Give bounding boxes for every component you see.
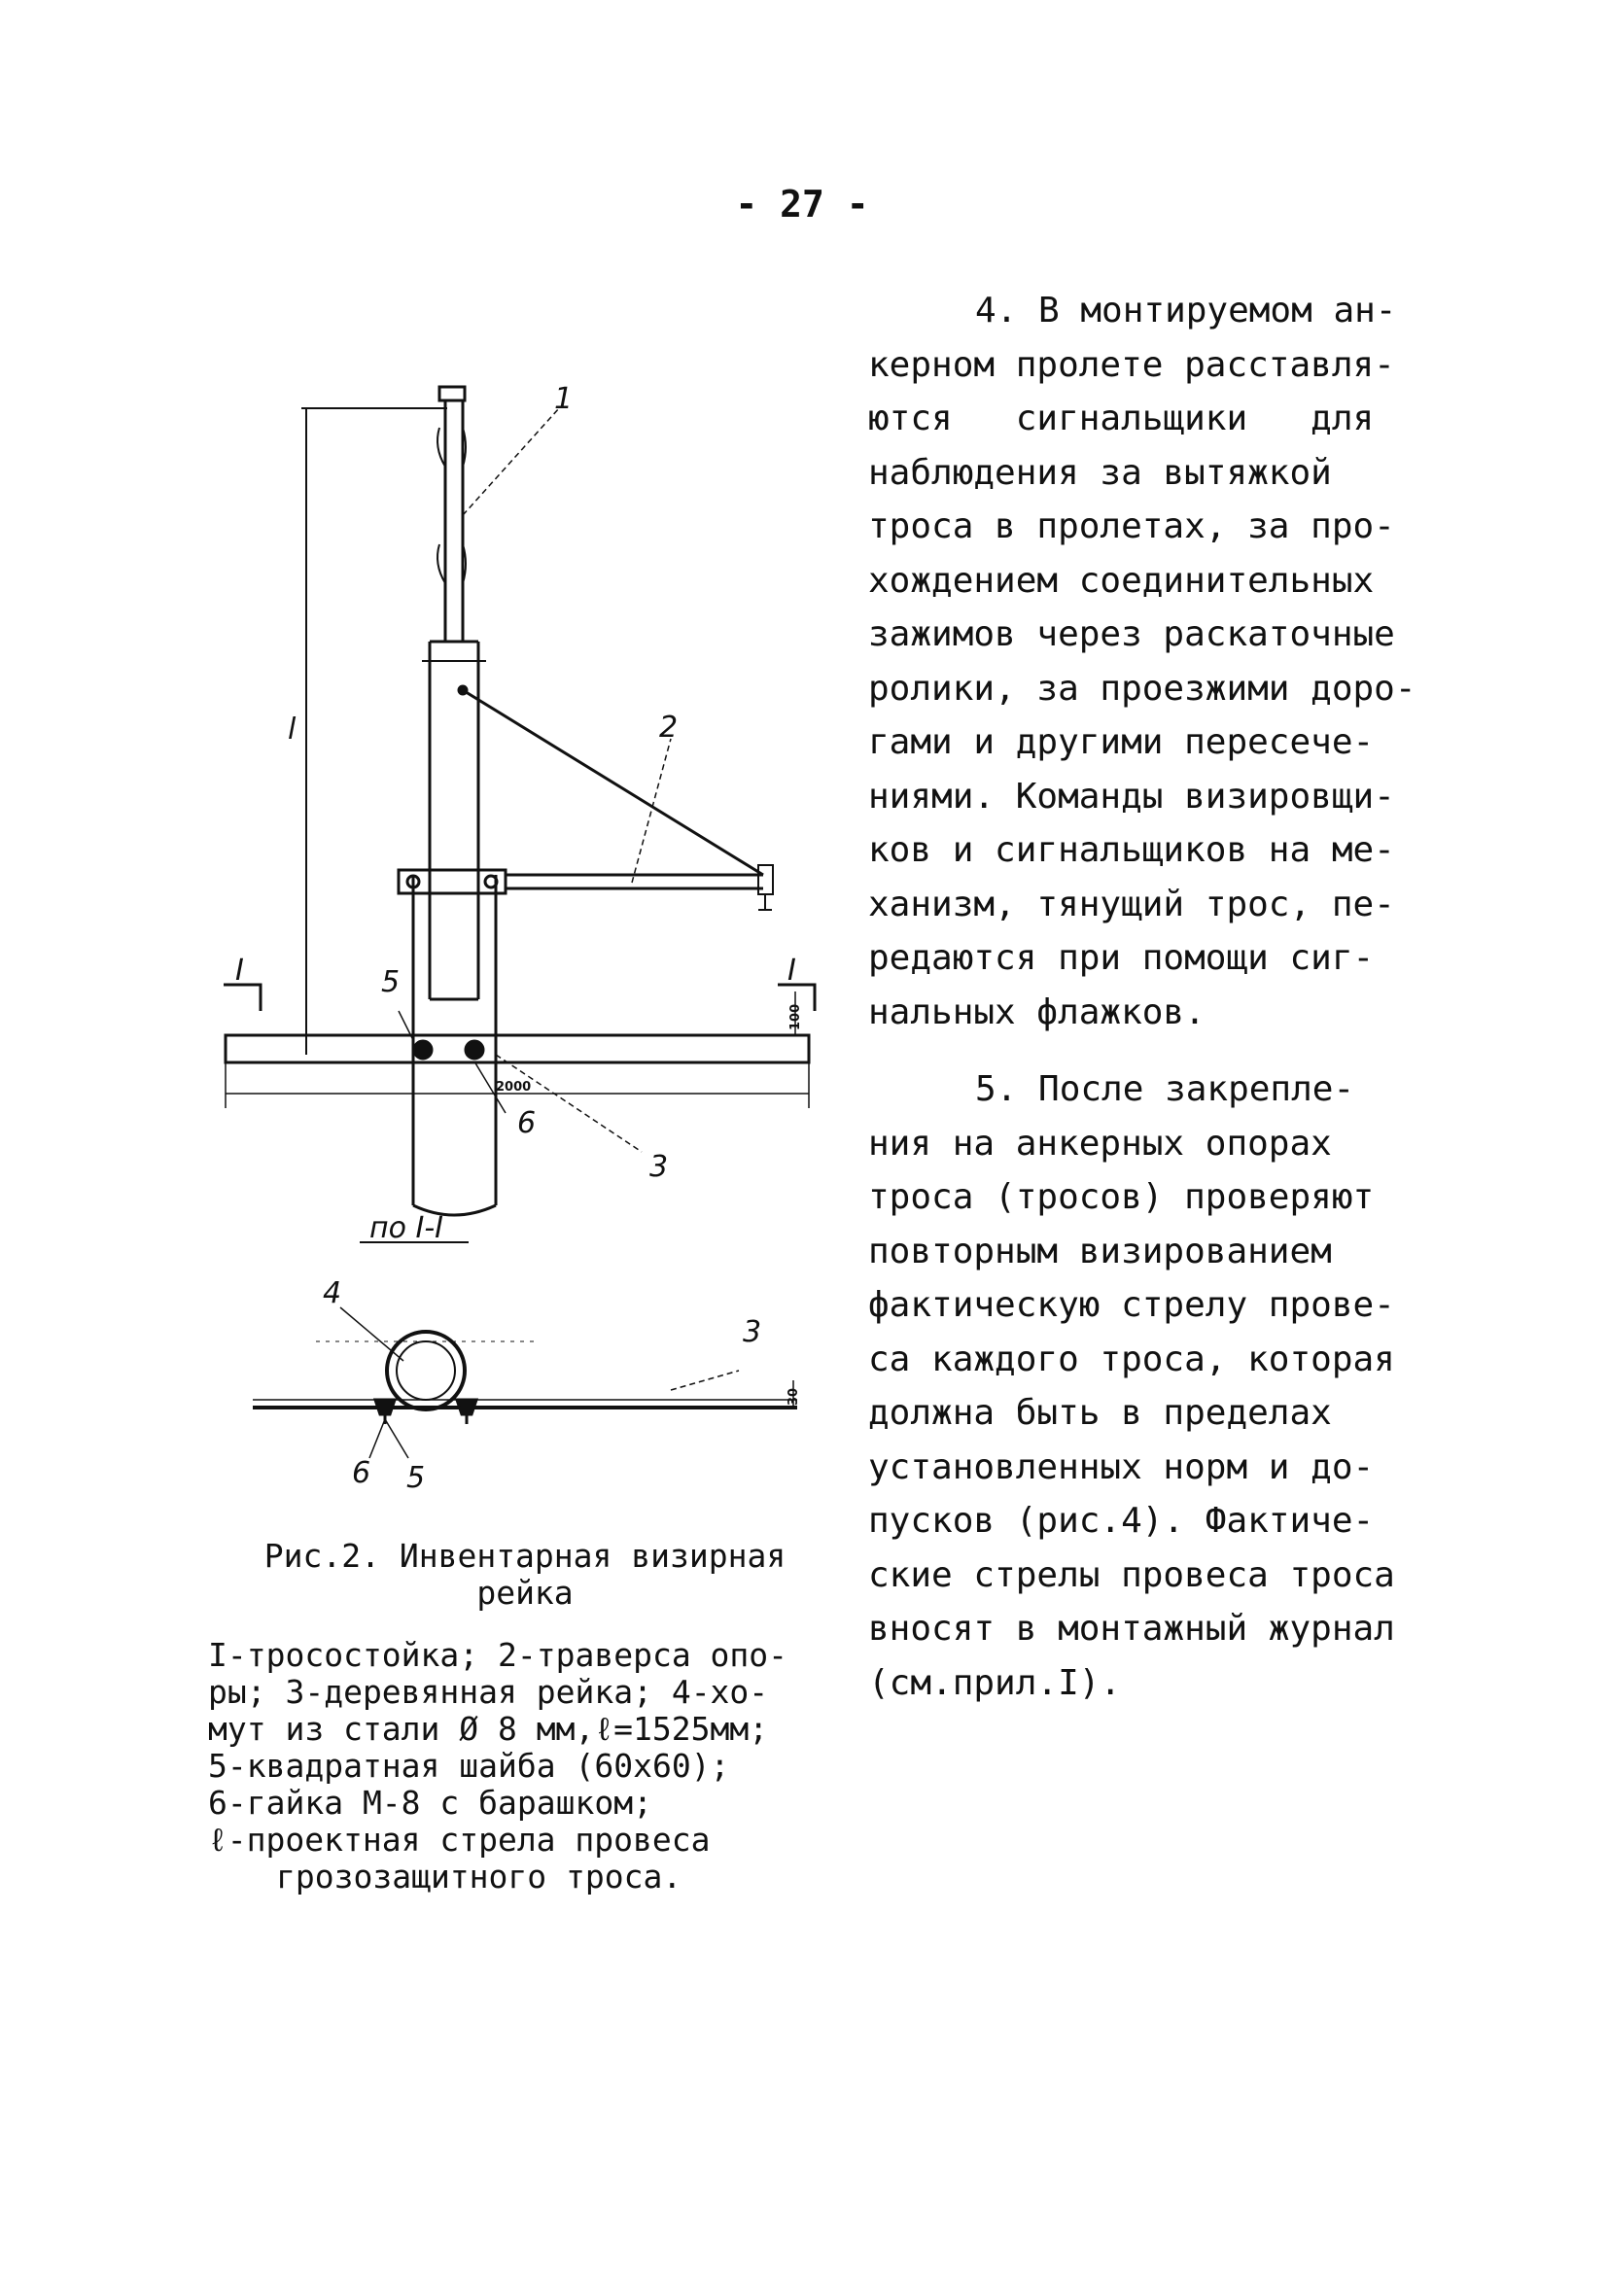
label-2: 2 — [659, 711, 679, 745]
washer-5 — [414, 1041, 432, 1059]
text-line: вносят в монтажный журнал — [868, 1609, 1395, 1649]
section-pole-outer — [387, 1332, 465, 1409]
section-mark-left — [224, 985, 261, 1011]
figure-legend — [208, 1637, 869, 1896]
caption-line: Рис.2. Инвентарная визирная — [263, 1537, 787, 1575]
section-label-4: 4 — [323, 1276, 342, 1310]
label-6: 6 — [517, 1106, 537, 1140]
text-line: зажимов через раскаточные — [868, 614, 1395, 654]
text-line: ния на анкерных опорах — [868, 1123, 1332, 1164]
label-l: l — [288, 713, 297, 747]
label-1: 1 — [554, 382, 574, 416]
section-title: по I-I — [369, 1211, 444, 1245]
text-line: ков и сигнальщиков на ме- — [868, 830, 1395, 870]
text-line: 4. В монтируемом ан- — [975, 291, 1397, 330]
label-5: 5 — [381, 965, 401, 999]
caption-line: рейка — [476, 1574, 574, 1612]
nut-6 — [466, 1041, 483, 1059]
text-line: троса (тросов) проверяют — [868, 1177, 1375, 1217]
paragraph-5 — [868, 1062, 1442, 1710]
dimension-30-label: 30 — [787, 1387, 801, 1406]
legend-line: ры; 3-деревянная рейка; 4-хо- — [208, 1673, 769, 1711]
body-text — [868, 284, 1442, 1710]
text-line: пусков (рис.4). Фактиче- — [868, 1501, 1375, 1541]
section-label-3: 3 — [743, 1315, 762, 1349]
text-line: нальных флажков. — [868, 991, 1206, 1032]
text-line: должна быть в пределах — [868, 1393, 1332, 1433]
text-line: гами и другими пересече- — [868, 722, 1375, 762]
text-line: ролики, за проезжими доро- — [868, 668, 1416, 709]
page-number: - 27 - — [735, 183, 869, 226]
text-line: са каждого троса, которая — [868, 1339, 1395, 1379]
crossarm-brace — [463, 690, 763, 875]
text-line: ские стрелы провеса троса — [868, 1554, 1395, 1595]
paragraph-4 — [868, 284, 1442, 1039]
legend-line: грозозащитного троса. — [276, 1858, 682, 1896]
text-line: ниями. Команды визировщи- — [868, 776, 1395, 817]
pole-cap — [439, 387, 465, 400]
wooden-rod — [226, 1035, 809, 1062]
text-line: хождением соединительных — [868, 560, 1375, 601]
text-line: редаются при помощи сиг- — [868, 938, 1375, 978]
section-label-5: 5 — [406, 1461, 426, 1495]
legend-line: I-тросостойка; 2-траверса опо- — [208, 1636, 788, 1674]
legend-line: мут из стали Ø 8 мм,ℓ=1525мм; — [208, 1710, 769, 1748]
figure-caption — [214, 1538, 836, 1612]
figure-drawing — [214, 369, 836, 1507]
text-line: ются сигнальщики для — [868, 399, 1375, 438]
text-line: наблюдения за вытяжкой — [868, 452, 1332, 493]
section-pole-inner — [397, 1341, 455, 1400]
section-label-6: 6 — [352, 1456, 371, 1490]
text-line: керном пролете расставля- — [868, 344, 1395, 385]
legend-line: 6-гайка М-8 с барашком; — [208, 1784, 652, 1822]
text-line: троса в пролетах, за про- — [868, 506, 1395, 546]
text-line: 5. После закрепле- — [975, 1069, 1355, 1109]
dimension-100-label: 100 — [788, 1003, 803, 1030]
text-line: фактическую стрелу прове- — [868, 1285, 1395, 1325]
legend-line: 5-квадратная шайба (60x60); — [208, 1747, 730, 1785]
figure-survey-rod — [214, 369, 836, 1507]
text-line: (см.прил.I). — [868, 1662, 1122, 1703]
text-line: ханизм, тянущий трос, пе- — [868, 884, 1395, 924]
section-mark-right-label: I — [787, 954, 796, 988]
dimension-2000-label: 2000 — [496, 1080, 532, 1095]
legend-line: ℓ-проектная стрела провеса — [208, 1821, 711, 1859]
section-mark-left-label: I — [235, 954, 244, 988]
text-line: установленных норм и до- — [868, 1446, 1375, 1487]
label-3: 3 — [649, 1150, 669, 1184]
text-line: повторным визированием — [868, 1231, 1332, 1271]
